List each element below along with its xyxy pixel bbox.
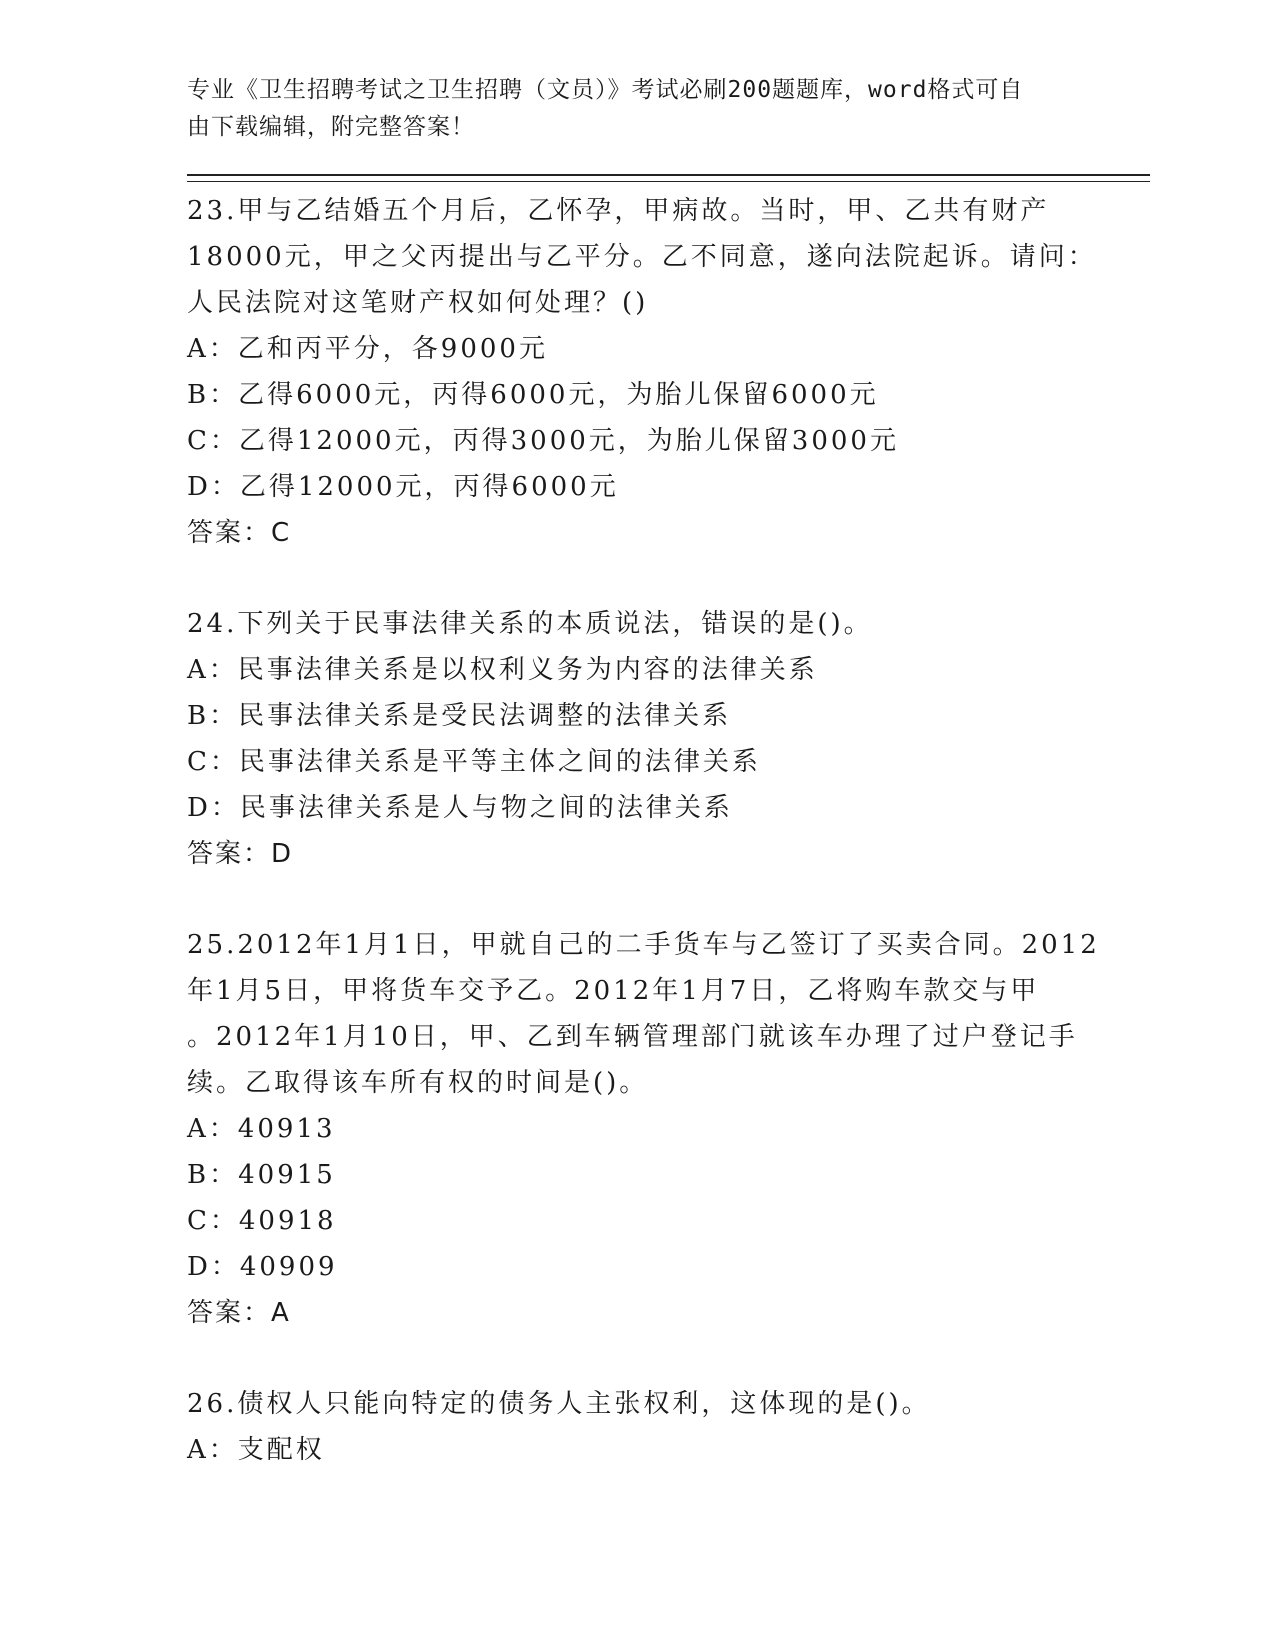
option-b: B：40915 bbox=[187, 1160, 336, 1190]
option-c: C：民事法律关系是平等主体之间的法律关系 bbox=[187, 747, 761, 777]
option-d: D：民事法律关系是人与物之间的法律关系 bbox=[187, 793, 733, 823]
question-25 bbox=[187, 922, 1100, 1336]
option-c: C：乙得12000元，丙得3000元，为胎儿保留3000元 bbox=[187, 426, 899, 456]
question-stem-line: 23.甲与乙结婚五个月后，乙怀孕，甲病故。当时，甲、乙共有财产 bbox=[187, 196, 1050, 226]
question-stem-line: 人民法院对这笔财产权如何处理？() bbox=[187, 288, 649, 318]
option-a: A：乙和丙平分，各9000元 bbox=[187, 334, 548, 364]
question-stem-line: 24.下列关于民事法律关系的本质说法，错误的是()。 bbox=[187, 609, 873, 639]
question-stem-line: 25.2012年1月1日，甲就自己的二手货车与乙签订了买卖合同。2012 bbox=[187, 930, 1100, 960]
option-d: D：乙得12000元，丙得6000元 bbox=[187, 472, 619, 502]
question-gap bbox=[187, 1336, 1087, 1381]
answer-line: 答案：D bbox=[187, 839, 294, 869]
header-divider-thick bbox=[187, 174, 1150, 176]
question-gap bbox=[187, 877, 1087, 922]
question-24 bbox=[187, 601, 1087, 877]
question-gap bbox=[187, 556, 1087, 601]
question-26 bbox=[187, 1381, 1087, 1473]
option-a: A：支配权 bbox=[187, 1435, 325, 1465]
question-stem-line: 续。乙取得该车所有权的时间是()。 bbox=[187, 1068, 649, 1098]
header-line-2: 由下载编辑，附完整答案！ bbox=[187, 114, 475, 140]
question-stem-line: 18000元，甲之父丙提出与乙平分。乙不同意，遂向法院起诉。请问： bbox=[187, 242, 1097, 272]
header-line-1: 专业《卫生招聘考试之卫生招聘（文员）》考试必刷200题题库，word格式可自 bbox=[187, 77, 1024, 103]
answer-line: 答案：A bbox=[187, 1298, 291, 1328]
option-d: D：40909 bbox=[187, 1252, 338, 1282]
header-divider-thin bbox=[187, 181, 1150, 182]
question-stem-line: 。2012年1月10日，甲、乙到车辆管理部门就该车办理了过户登记手 bbox=[187, 1022, 1078, 1052]
option-c: C：40918 bbox=[187, 1206, 337, 1236]
question-23 bbox=[187, 188, 1097, 556]
document-header bbox=[187, 72, 1087, 146]
option-b: B：乙得6000元，丙得6000元，为胎儿保留6000元 bbox=[187, 380, 879, 410]
option-b: B：民事法律关系是受民法调整的法律关系 bbox=[187, 701, 732, 731]
answer-line: 答案：C bbox=[187, 518, 292, 548]
question-stem-line: 年1月5日，甲将货车交予乙。2012年1月7日，乙将购车款交与甲 bbox=[187, 976, 1040, 1006]
question-stem-line: 26.债权人只能向特定的债务人主张权利，这体现的是()。 bbox=[187, 1389, 931, 1419]
option-a: A：40913 bbox=[187, 1114, 336, 1144]
question-list bbox=[187, 188, 1100, 1473]
option-a: A：民事法律关系是以权利义务为内容的法律关系 bbox=[187, 655, 818, 685]
